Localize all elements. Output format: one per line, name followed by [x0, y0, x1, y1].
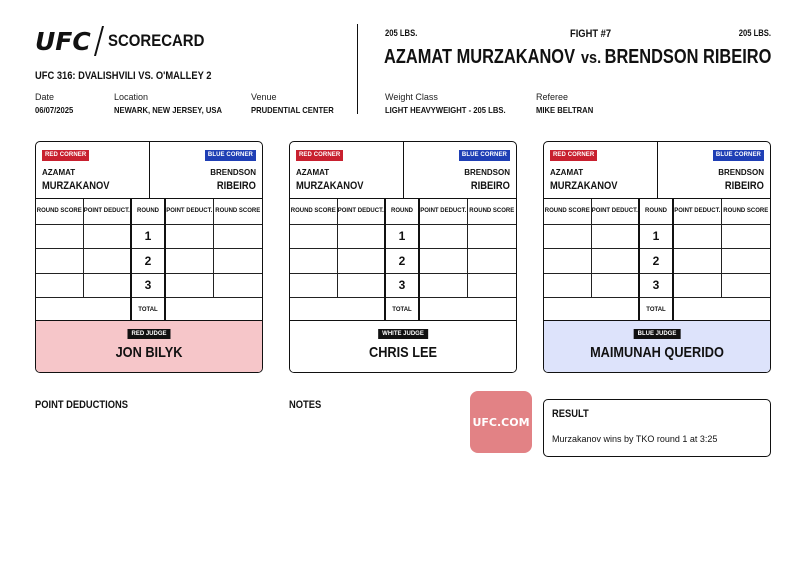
round-row	[544, 249, 770, 274]
blue-point-deduct-header: POINT DEDUCT.	[165, 199, 213, 224]
round-number: 1	[639, 224, 673, 249]
red-last-name: MURZAKANOV	[550, 180, 618, 192]
red-point-deduct	[83, 273, 131, 298]
red-point-deduct	[83, 224, 131, 249]
score-table	[544, 199, 770, 323]
scorecard-red-judge	[35, 141, 263, 373]
red-point-deduct	[591, 273, 639, 298]
location-field	[114, 92, 234, 115]
fight-number: FIGHT #7	[570, 28, 612, 40]
corner-divider	[657, 142, 658, 199]
round-number: 3	[639, 273, 673, 298]
blue-fighter-name: BRENDSON RIBEIRO	[604, 46, 771, 68]
red-point-deduct	[337, 224, 385, 249]
judge-name: CHRIS LEE	[368, 344, 437, 361]
blue-total	[419, 298, 516, 323]
blue-round-score	[213, 273, 262, 298]
red-round-score	[36, 224, 83, 249]
red-point-deduct-header: POINT DEDUCT.	[83, 199, 131, 224]
round-number: 3	[131, 273, 165, 298]
blue-corner-tag: BLUE CORNER	[459, 150, 510, 161]
red-point-deduct	[337, 273, 385, 298]
blue-round-score	[467, 224, 516, 249]
red-last-name: MURZAKANOV	[42, 180, 110, 192]
round-number: 2	[639, 249, 673, 274]
score-table-header	[36, 199, 262, 224]
logo-divider	[94, 26, 104, 56]
red-point-deduct	[337, 249, 385, 274]
total-label: TOTAL	[639, 298, 673, 323]
red-total	[290, 298, 385, 323]
round-row	[544, 224, 770, 249]
round-number: 1	[385, 224, 419, 249]
round-number: 2	[131, 249, 165, 274]
blue-last-name: RIBEIRO	[217, 180, 256, 192]
blue-round-score	[721, 273, 770, 298]
round-row	[290, 249, 516, 274]
result-box	[543, 399, 771, 457]
red-point-deduct-header: POINT DEDUCT.	[337, 199, 385, 224]
blue-round-score	[721, 249, 770, 274]
corner-divider	[149, 142, 150, 199]
red-point-deduct-header: POINT DEDUCT.	[591, 199, 639, 224]
red-last-name: MURZAKANOV	[296, 180, 364, 192]
blue-point-deduct-header: POINT DEDUCT.	[673, 199, 721, 224]
round-header: ROUND	[385, 199, 419, 224]
referee-label: Referee	[536, 92, 569, 102]
blue-corner-tag: BLUE CORNER	[713, 150, 764, 161]
blue-point-deduct	[165, 273, 213, 298]
total-row	[544, 298, 770, 323]
total-row	[290, 298, 516, 323]
blue-round-score	[721, 224, 770, 249]
weight-class-label: Weight Class	[385, 92, 438, 102]
round-header: ROUND	[639, 199, 673, 224]
blue-first-name: BRENDSON	[464, 168, 510, 177]
blue-point-deduct	[165, 224, 213, 249]
score-table-header	[544, 199, 770, 224]
red-round-score	[544, 224, 591, 249]
result-label: RESULT	[552, 408, 589, 420]
blue-corner-tag: BLUE CORNER	[205, 150, 256, 161]
judge-box	[544, 320, 770, 372]
judge-name: JON BILYK	[115, 344, 183, 361]
red-first-name: AZAMAT	[550, 168, 584, 177]
red-first-name: AZAMAT	[296, 168, 330, 177]
venue-label: Venue	[251, 92, 277, 102]
red-round-score	[36, 273, 83, 298]
judge-tag: WHITE JUDGE	[378, 329, 428, 339]
red-total	[36, 298, 131, 323]
blue-last-name: RIBEIRO	[471, 180, 510, 192]
round-number: 2	[385, 249, 419, 274]
date-label: Date	[35, 92, 55, 102]
red-round-score	[290, 224, 337, 249]
red-round-score	[36, 249, 83, 274]
weight-class-field	[385, 92, 519, 115]
red-round-score	[544, 249, 591, 274]
blue-total	[165, 298, 262, 323]
red-point-deduct	[591, 249, 639, 274]
weight-class-value: LIGHT HEAVYWEIGHT - 205 LBS.	[385, 105, 506, 115]
blue-point-deduct	[673, 273, 721, 298]
corner-header	[544, 142, 770, 199]
scorecard-title: SCORECARD	[107, 31, 205, 50]
date-value: 06/07/2025	[35, 105, 74, 115]
red-round-score	[544, 273, 591, 298]
vs-label: vs.	[581, 48, 602, 67]
blue-round-score	[467, 273, 516, 298]
ufc-scorecard-logo	[35, 26, 217, 56]
blue-round-score-header: ROUND SCORE	[213, 199, 262, 224]
location-value: NEWARK, NEW JERSEY, USA	[114, 105, 222, 115]
round-header: ROUND	[131, 199, 165, 224]
header-divider	[357, 24, 358, 114]
blue-round-score	[213, 249, 262, 274]
judge-box	[290, 320, 516, 372]
round-row	[36, 273, 262, 298]
judge-tag: BLUE JUDGE	[634, 329, 681, 339]
result-text: Murzakanov wins by TKO round 1 at 3:25	[552, 434, 718, 444]
judge-tag: RED JUDGE	[127, 329, 170, 339]
red-round-score-header: ROUND SCORE	[290, 199, 337, 224]
red-corner-tag: RED CORNER	[550, 150, 597, 161]
referee-field	[536, 92, 600, 115]
venue-value: PRUDENTIAL CENTER	[251, 105, 334, 115]
red-total	[544, 298, 639, 323]
blue-round-score	[213, 224, 262, 249]
ufc-logo: UFC	[35, 26, 91, 56]
location-label: Location	[114, 92, 149, 102]
blue-first-name: BRENDSON	[210, 168, 256, 177]
total-label: TOTAL	[385, 298, 419, 323]
corner-header	[290, 142, 516, 199]
round-row	[36, 249, 262, 274]
blue-last-name: RIBEIRO	[725, 180, 764, 192]
blue-point-deduct-header: POINT DEDUCT.	[419, 199, 467, 224]
notes-label: NOTES	[289, 399, 322, 411]
round-number: 1	[131, 224, 165, 249]
red-corner-tag: RED CORNER	[42, 150, 89, 161]
round-row	[290, 273, 516, 298]
corner-header	[36, 142, 262, 199]
red-round-score-header: ROUND SCORE	[36, 199, 83, 224]
red-round-score	[290, 249, 337, 274]
score-table	[290, 199, 516, 323]
total-row	[36, 298, 262, 323]
ufc-com-text: UFC.COM	[472, 415, 530, 429]
red-fighter-name: AZAMAT MURZAKANOV	[384, 46, 576, 68]
score-table-header	[290, 199, 516, 224]
ufc-com-badge[interactable]	[470, 391, 532, 453]
blue-round-score	[467, 249, 516, 274]
blue-total	[673, 298, 770, 323]
round-number: 3	[385, 273, 419, 298]
blue-point-deduct	[419, 273, 467, 298]
scorecard-white-judge	[289, 141, 517, 373]
total-label: TOTAL	[131, 298, 165, 323]
event-title: UFC 316: DVALISHVILI VS. O'MALLEY 2	[35, 70, 212, 82]
blue-weight: 205 LBS.	[738, 28, 771, 38]
red-first-name: AZAMAT	[42, 168, 76, 177]
blue-point-deduct	[673, 249, 721, 274]
corner-divider	[403, 142, 404, 199]
red-point-deduct	[83, 249, 131, 274]
referee-value: MIKE BELTRAN	[536, 105, 594, 115]
round-row	[544, 273, 770, 298]
round-row	[290, 224, 516, 249]
judge-box	[36, 320, 262, 372]
judge-name: MAIMUNAH QUERIDO	[590, 344, 724, 361]
blue-round-score-header: ROUND SCORE	[721, 199, 770, 224]
blue-point-deduct	[673, 224, 721, 249]
red-weight: 205 LBS.	[385, 28, 418, 38]
red-point-deduct	[591, 224, 639, 249]
blue-first-name: BRENDSON	[718, 168, 764, 177]
round-row	[36, 224, 262, 249]
red-corner-tag: RED CORNER	[296, 150, 343, 161]
scorecard-blue-judge	[543, 141, 771, 373]
venue-field	[251, 92, 343, 115]
red-round-score-header: ROUND SCORE	[544, 199, 591, 224]
blue-point-deduct	[165, 249, 213, 274]
score-table	[36, 199, 262, 323]
blue-point-deduct	[419, 249, 467, 274]
blue-round-score-header: ROUND SCORE	[467, 199, 516, 224]
red-round-score	[290, 273, 337, 298]
date-field	[35, 92, 78, 115]
point-deductions-label: POINT DEDUCTIONS	[35, 399, 128, 411]
blue-point-deduct	[419, 224, 467, 249]
